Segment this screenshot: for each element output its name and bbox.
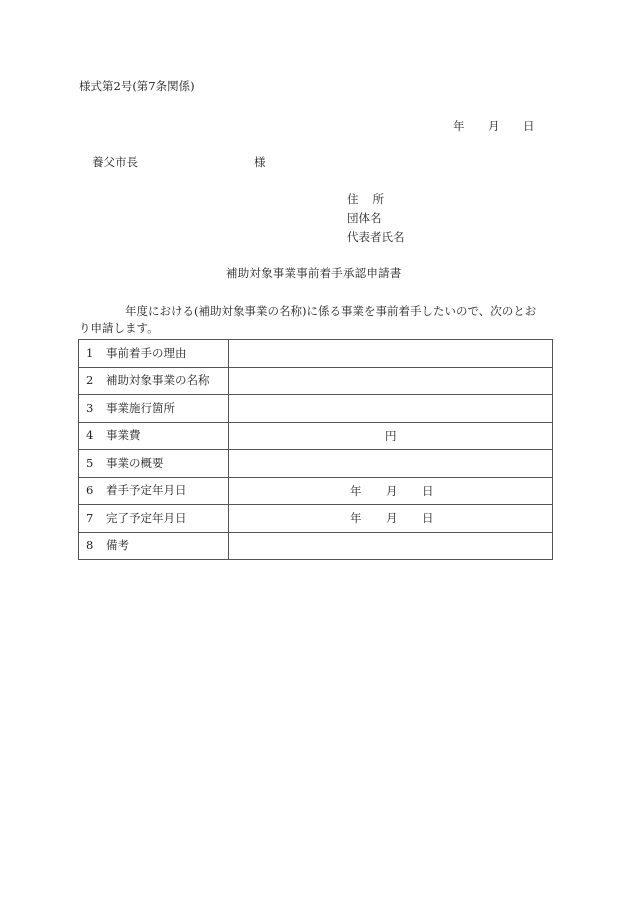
table-row xyxy=(79,340,553,368)
row-number: 5 xyxy=(86,455,94,470)
row-number: 2 xyxy=(86,373,94,387)
row-label: 事業施行箇所 xyxy=(106,400,175,415)
row-value-cell xyxy=(229,532,553,560)
date-month-label: 月 xyxy=(386,483,398,498)
row-label: 補助対象事業の名称 xyxy=(106,373,210,387)
row-label-cell xyxy=(79,477,229,505)
table-row xyxy=(79,477,553,505)
table-row xyxy=(79,422,553,450)
application-table xyxy=(78,339,553,560)
table-row xyxy=(79,395,553,423)
row-label-cell xyxy=(79,505,229,533)
row-label: 備考 xyxy=(106,538,129,552)
row-number: 1 xyxy=(86,345,94,360)
row-value-cell xyxy=(229,505,553,533)
row-number: 8 xyxy=(86,538,94,552)
date-month-label: 月 xyxy=(386,511,398,525)
row-label-cell xyxy=(79,422,229,450)
row-value-cell xyxy=(229,395,553,423)
date-year-label: 年 xyxy=(453,119,465,133)
applicant-organization-label: 団体名 xyxy=(347,211,382,225)
row-value-cell xyxy=(229,450,553,478)
row-value-cell xyxy=(229,340,553,368)
date-day-label: 日 xyxy=(523,119,535,133)
row-label: 事業の概要 xyxy=(106,455,164,470)
body-line-2: り申請します。 xyxy=(79,321,159,335)
addressee-name: 養父市長 xyxy=(92,155,138,169)
date-year-label: 年 xyxy=(350,511,362,525)
form-number: 様式第2号(第7条関係) xyxy=(79,79,195,93)
row-label-cell xyxy=(79,450,229,478)
address-label-char-2: 所 xyxy=(372,192,384,206)
document-title: 補助対象事業事前着手承認申請書 xyxy=(226,266,402,280)
row-value-cell xyxy=(229,422,553,450)
row-value-cell xyxy=(229,477,553,505)
row-number: 6 xyxy=(86,483,94,497)
row-label-cell xyxy=(79,532,229,560)
table-row xyxy=(79,450,553,478)
row-label: 完了予定年月日 xyxy=(106,510,187,525)
row-number: 3 xyxy=(86,400,94,415)
table-row xyxy=(79,532,553,560)
applicant-representative-label: 代表者氏名 xyxy=(347,230,405,244)
row-number: 7 xyxy=(86,510,94,525)
address-label-char-1: 住 xyxy=(347,192,359,206)
date-month-label: 月 xyxy=(488,119,500,133)
applicant-address-label xyxy=(347,194,384,206)
row-value-cell xyxy=(229,367,553,395)
currency-unit: 円 xyxy=(385,428,397,443)
table-row xyxy=(79,505,553,533)
row-label-cell xyxy=(79,367,229,395)
row-label-cell xyxy=(79,340,229,368)
table-row xyxy=(79,367,553,395)
row-label-cell xyxy=(79,395,229,423)
body-line-1: 年度における(補助対象事業の名称)に係る事業を事前着手したいので、次のとお xyxy=(125,304,537,318)
row-number: 4 xyxy=(86,428,94,442)
row-label: 着手予定年月日 xyxy=(106,483,187,497)
date-day-label: 日 xyxy=(422,511,434,525)
date-year-label: 年 xyxy=(350,483,362,498)
row-label: 事前着手の理由 xyxy=(106,345,187,360)
row-label: 事業費 xyxy=(106,428,141,442)
date-day-label: 日 xyxy=(422,483,434,498)
addressee-honorific: 様 xyxy=(254,155,266,169)
